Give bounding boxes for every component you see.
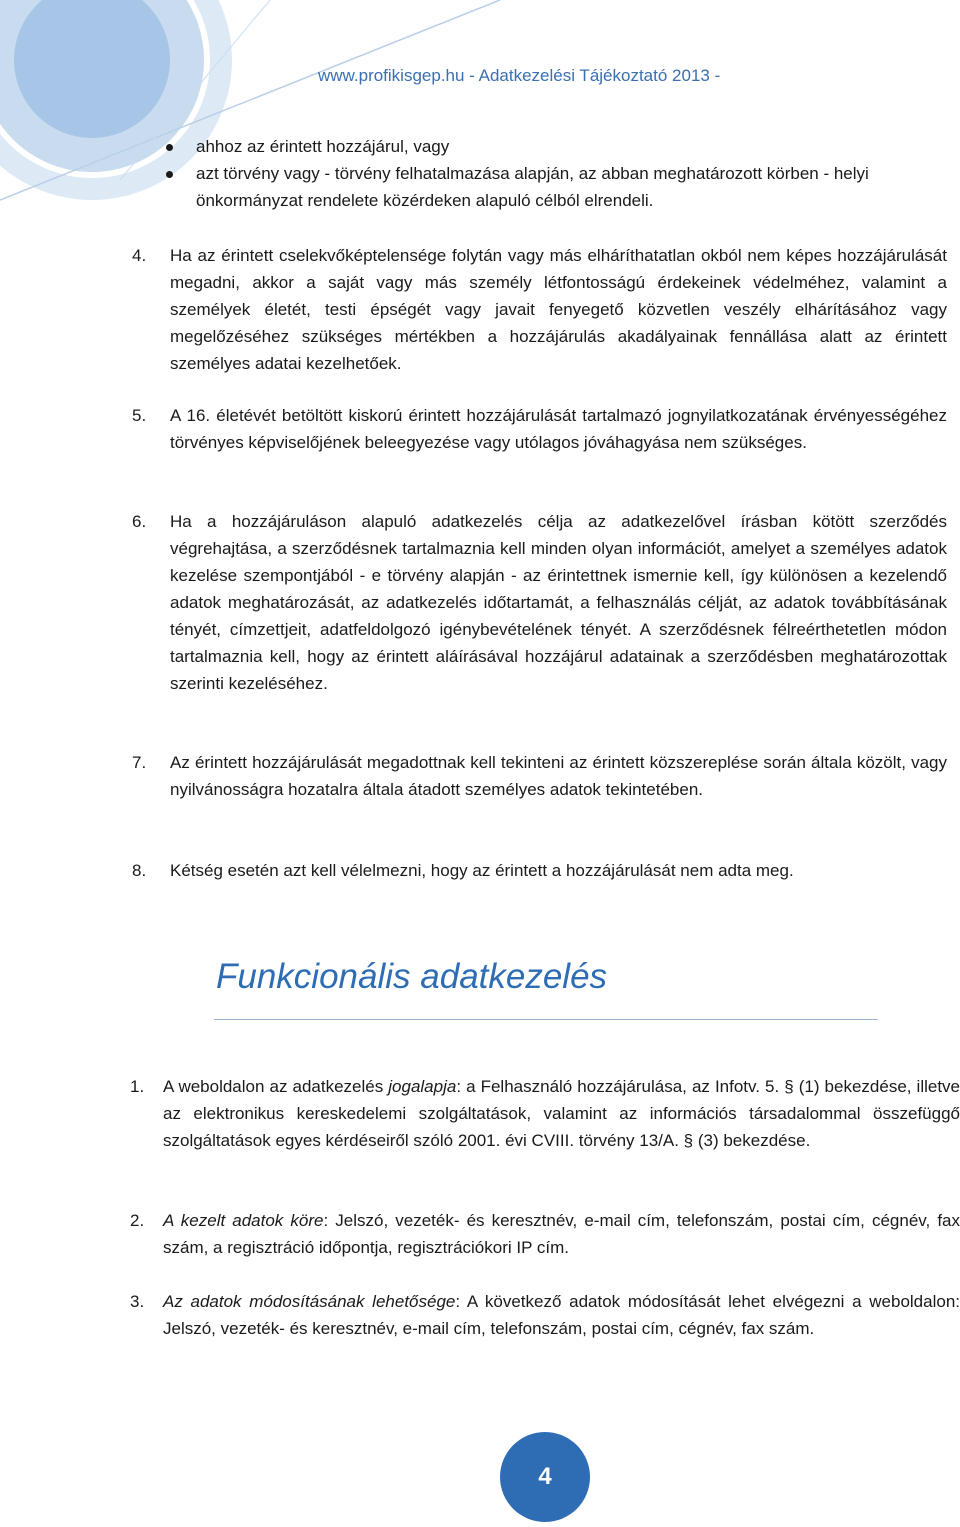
item-text	[163, 1207, 960, 1261]
item-body: : Jelszó, vezeték- és keresztnév, e-mail cím, telefonszám, postai cím, cégnév, fax szám, a regisztráció időpontja, regisztrációkori IP cím.	[163, 1211, 960, 1257]
heading-underline	[214, 1019, 878, 1020]
numbered-paragraph	[132, 508, 947, 697]
item-text: Kétség esetén azt kell vélelmezni, hogy az érintett a hozzájárulását nem adta meg.	[170, 861, 794, 880]
numbered-paragraph	[130, 1288, 960, 1342]
item-text	[163, 1073, 960, 1154]
numbered-paragraph	[132, 242, 947, 377]
item-text: A 16. életévét betöltött kiskorú érintett hozzájárulását tartalmazó jognyilatkozatának érvényességéhez törvényes képviselőjének beleegyezése vagy utólagos jóváhagyása nem szükséges.	[170, 406, 947, 452]
item-body: : a Felhasználó hozzájárulása, az Infotv. 5. § (1) bekezdése, illetve az elektronikus kereskedelemi szolgáltatások, valamint az információs társadalommal összefüggő szolgáltatások egyes kérdéseiről szóló 2001. évi CVIII. törvény 13/A. § (3) bekezdése.	[163, 1077, 960, 1150]
numbered-paragraph	[130, 1073, 960, 1154]
page-header: www.profikisgep.hu - Adatkezelési Tájékoztató 2013 -	[318, 66, 721, 85]
numbered-paragraph	[130, 1207, 960, 1261]
item-term: Az adatok módosításának lehetősége	[163, 1292, 456, 1311]
item-lead: A weboldalon az adatkezelés	[163, 1077, 389, 1096]
item-body: : A következő adatok módosítását lehet elvégezni a weboldalon: Jelszó, vezeték- és keresztnév, e-mail cím, telefonszám, postai cím, cégnév, fax szám.	[163, 1292, 960, 1338]
section-heading: Funkcionális adatkezelés	[216, 957, 608, 996]
bullet-icon	[166, 171, 173, 178]
item-number: 8.	[132, 861, 147, 880]
numbered-paragraph	[132, 857, 947, 884]
item-number: 7.	[132, 753, 147, 772]
item-text: Ha az érintett cselekvőképtelensége folytán vagy más elháríthatatlan okból nem képes hozzájárulását megadni, akkor a saját vagy más személy létfontosságú érdekeinek védelméhez, valamint a személyek életét, testi épségét vagy javait fenyegető közvetlen veszély elhárításához vagy megelőzéséhez szükséges mértékben a hozzájárulás akadályainak fennállása alatt az érintett személyes adatai kezelhetőek.	[170, 246, 947, 373]
list-item	[150, 133, 950, 160]
item-term: A kezelt adatok köre	[163, 1211, 324, 1230]
item-number: 5.	[132, 406, 147, 425]
list-item	[150, 160, 950, 214]
bullet-text: ahhoz az érintett hozzájárul, vagy	[196, 137, 450, 156]
item-text: Az érintett hozzájárulását megadottnak kell tekinteni az érintett közszereplése során általa közölt, vagy nyilvánosságra hozatalra általa átadott személyes adatok tekintetében.	[170, 753, 947, 799]
bullet-icon	[166, 144, 173, 151]
item-text	[163, 1288, 960, 1342]
item-number: 4.	[132, 246, 147, 265]
item-number: 2.	[130, 1211, 145, 1230]
item-number: 3.	[130, 1292, 145, 1311]
item-text: Ha a hozzájáruláson alapuló adatkezelés célja az adatkezelővel írásban kötött szerződés végrehajtása, a szerződésnek tartalmaznia kell minden olyan információt, amelyet a személyes adatok kezelése szempontjából - e törvény alapján - az érintettnek ismernie kell, így különösen a kezelendő adatok meghatározását, az adatkezelés időtartamát, a felhasználás célját, az adatok továbbításának tényét, címzettjeit, adatfeldolgozó igénybevételének tényét. A szerződésnek félreérthetetlen módon tartalmaznia kell, hogy az érintett aláírásával hozzájárul adatainak a szerződésben meghatározottak szerinti kezeléséhez.	[170, 512, 947, 693]
bullet-text: azt törvény vagy - törvény felhatalmazása alapján, az abban meghatározott körben - helyi önkormányzat rendelete közérdeken alapuló célból elrendeli.	[196, 164, 869, 210]
numbered-paragraph	[132, 749, 947, 803]
page-number-badge: 4	[500, 1432, 590, 1522]
item-number: 6.	[132, 512, 147, 531]
item-number: 1.	[130, 1077, 145, 1096]
item-term: jogalapja	[388, 1077, 457, 1096]
numbered-paragraph	[132, 402, 947, 456]
bullet-list	[150, 133, 950, 214]
